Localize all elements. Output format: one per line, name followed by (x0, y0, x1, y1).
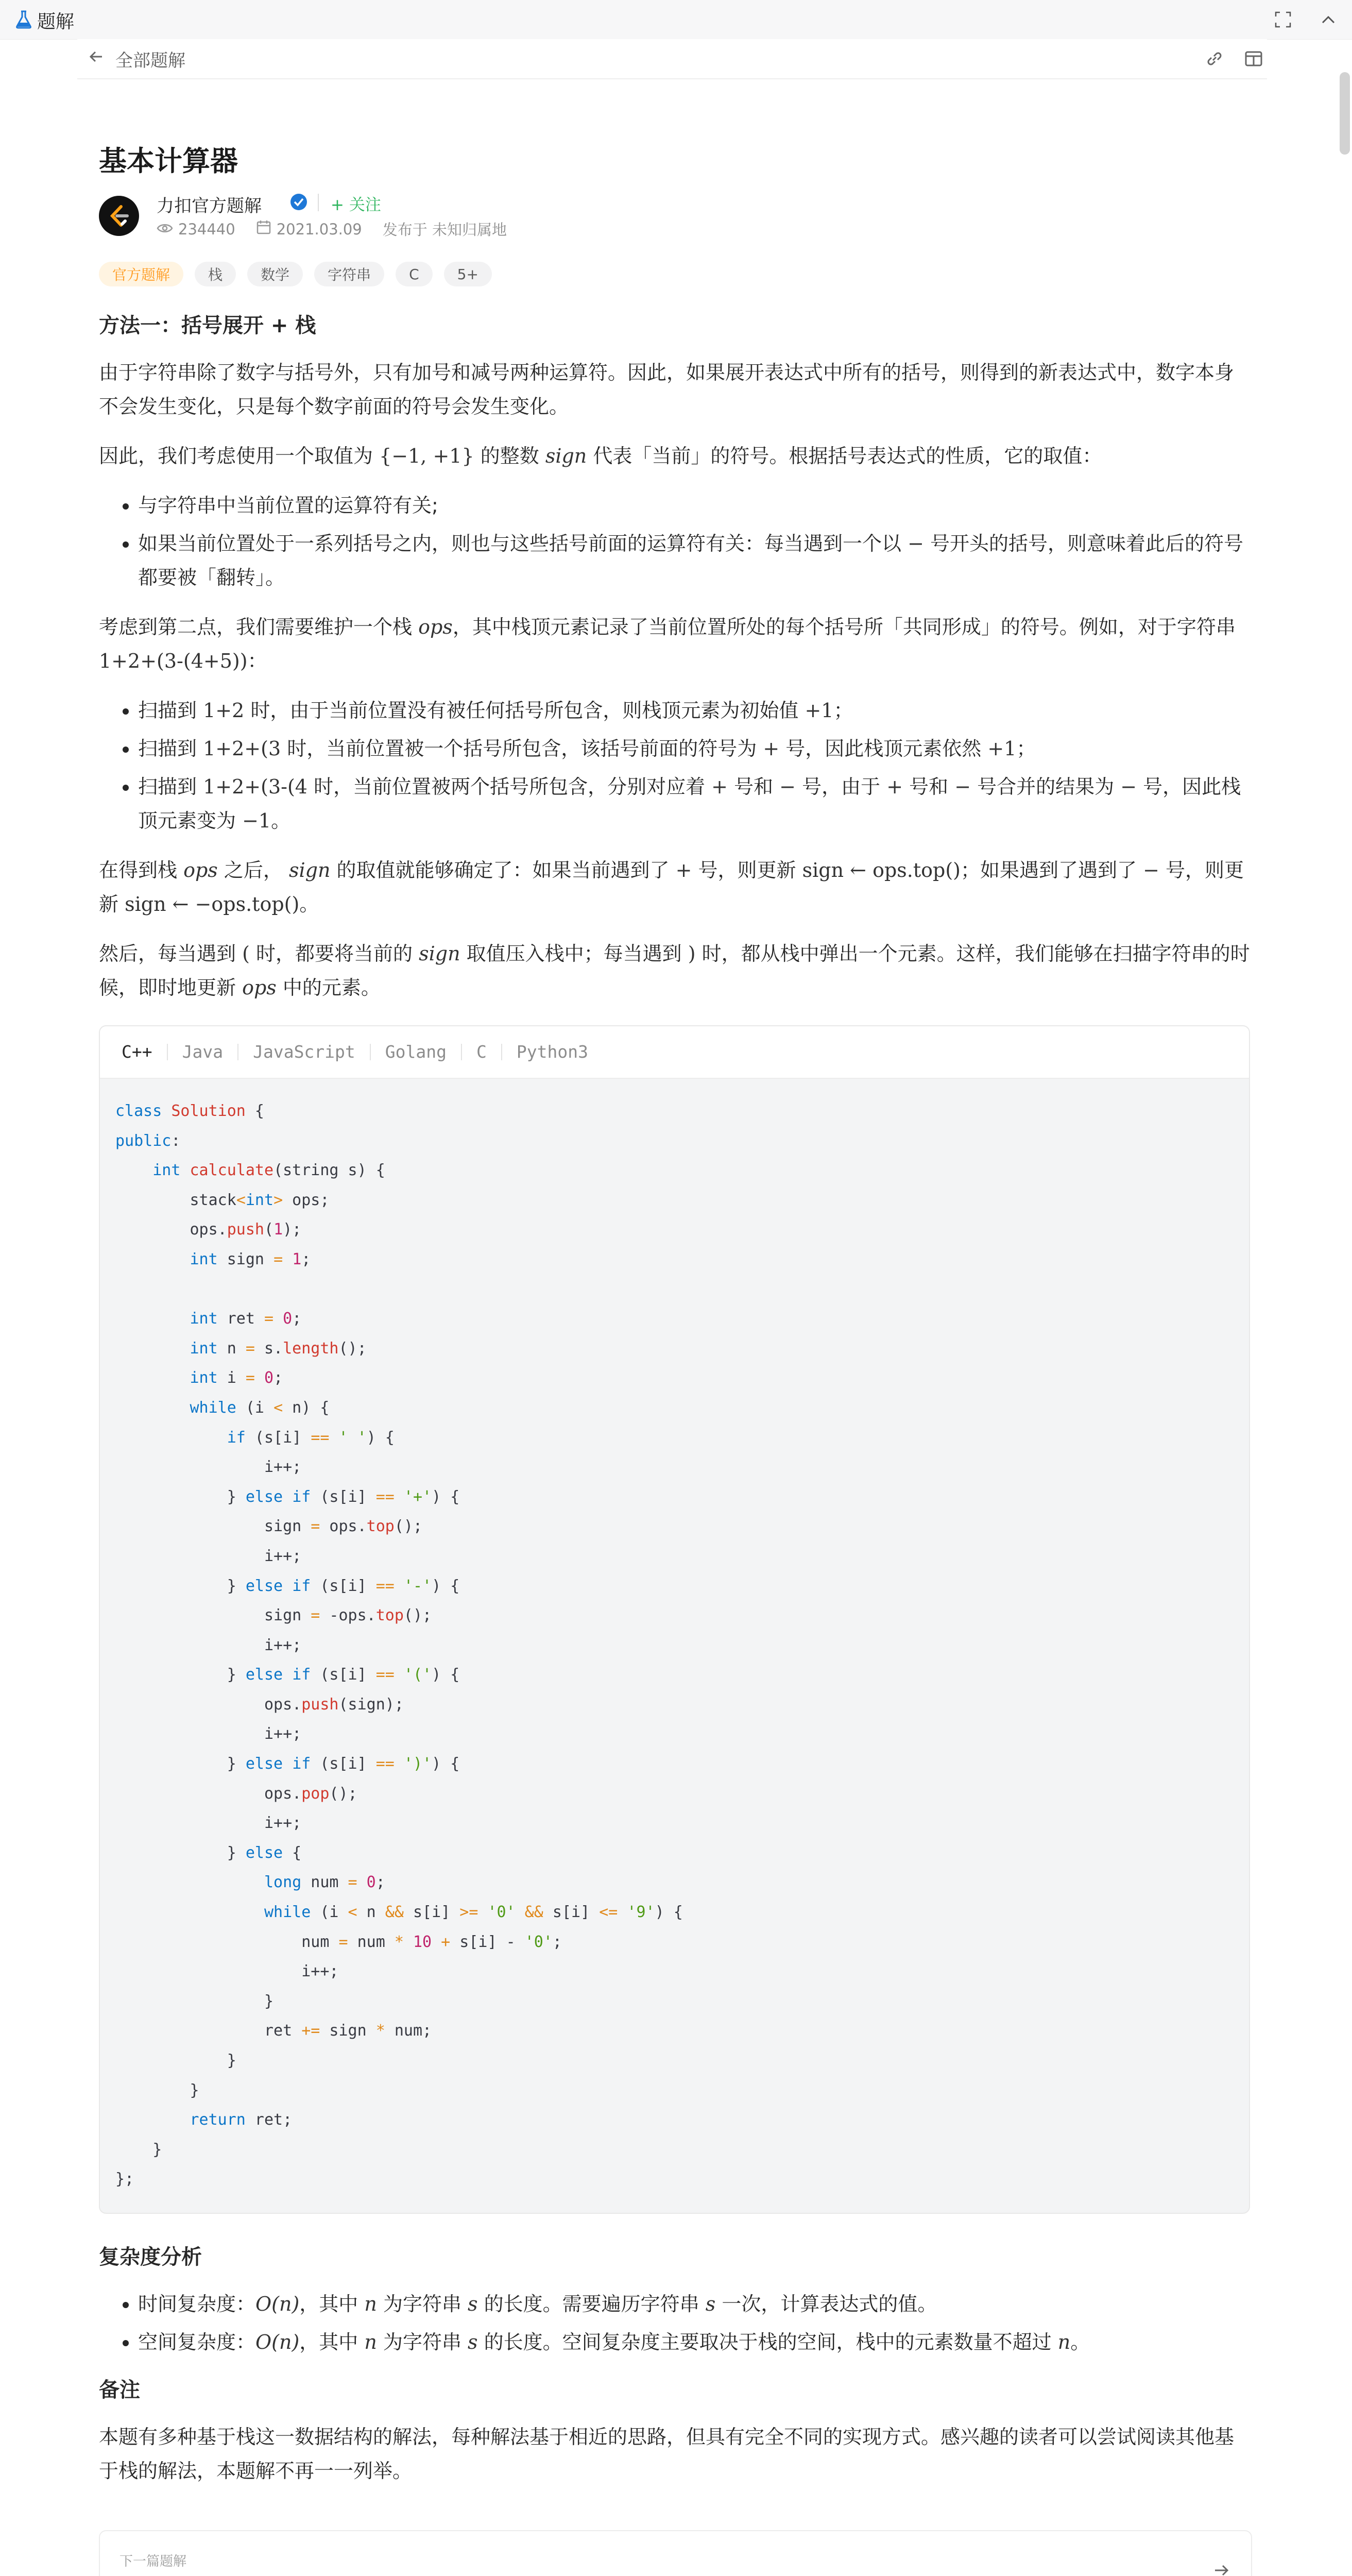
tab-cpp[interactable]: C++ (122, 1042, 152, 1062)
tag-more[interactable]: 5+ (444, 262, 492, 286)
list-item: • 与字符串中当前位置的运算符有关; (138, 488, 1250, 522)
list-item: • 扫描到 1+2 时，由于当前位置没有被任何括号所包含，则栈顶元素为初始值 +1； (138, 693, 1250, 727)
complexity-list (99, 2287, 1250, 2359)
notes-heading: 备注 (99, 2378, 140, 2402)
tab-golang[interactable]: Golang (385, 1042, 447, 1062)
tab-python3[interactable]: Python3 (516, 1042, 588, 1062)
window-titlebar (0, 0, 1352, 40)
method-heading: 方法一：括号展开 + 栈 (99, 314, 316, 337)
list-item: • 如果当前位置处于一系列括号之内，则也与这些括号前面的运算符有关：每当遇到一个以 − 号开头的括号，则意味着此后的符号都要被「翻转」。 (138, 527, 1250, 595)
paragraph-2: 因此，我们考虑使用一个取值为 {−1, +1} 的整数 sign 代表「当前」的符号。根据括号表达式的性质，它的取值： (99, 445, 1102, 467)
author-meta (157, 218, 507, 240)
tag-stack[interactable]: 栈 (195, 262, 236, 286)
split-view-icon[interactable] (1240, 45, 1267, 72)
author-name[interactable]: 力扣官方题解 (157, 196, 262, 216)
paragraph-3: 考虑到第二点，我们需要维护一个栈 ops，其中栈顶元素记录了当前位置所处的每个括号所「共同形成」的符号。例如，对于字符串 1+2+(3-(4+5))： (99, 616, 1236, 672)
collapse-icon[interactable] (1315, 6, 1342, 33)
notes-text: 本题有多种基于栈这一数据结构的解法，每种解法基于相近的思路，但具有完全不同的实现方式。感兴趣的读者可以尝试阅读其他基于栈的解法，本题解不再一一列举。 (99, 2425, 1235, 2482)
tag-string[interactable]: 字符串 (314, 262, 384, 286)
view-count: 234440 (178, 220, 235, 238)
eye-icon (157, 221, 173, 238)
scan-example-list (99, 693, 1250, 838)
leetcode-logo-icon[interactable] (99, 196, 139, 236)
verified-icon (289, 193, 308, 213)
back-to-all-solutions[interactable] (88, 46, 185, 72)
window-title-group (15, 7, 74, 33)
article-body (99, 310, 1250, 2503)
next-solution-label: 下一篇题解 (119, 2554, 187, 2569)
tab-c[interactable]: C (476, 1042, 487, 1062)
back-arrow-icon (88, 48, 105, 70)
code-language-tabs (100, 1026, 1249, 1079)
solution-panel (77, 39, 1267, 2568)
list-item: • 空间复杂度：O(n)，其中 n 为字符串 s 的长度。空间复杂度主要取决于栈的空间，栈中的元素数量不超过 n。 (138, 2325, 1250, 2359)
next-solution-card[interactable] (99, 2530, 1252, 2576)
paragraph-4: 在得到栈 ops 之后， sign 的取值就能够确定了：如果当前遇到了 + 号，则更新 sign ← ops.top()；如果遇到了遇到了 − 号，则更新 sign ← −ops.top()。 (99, 859, 1244, 916)
arrow-right-icon[interactable] (1211, 2560, 1231, 2576)
tag-list (99, 262, 492, 286)
divider (318, 194, 319, 211)
publish-location: 发布于 未知归属地 (382, 221, 507, 239)
back-label: 全部题解 (115, 50, 185, 71)
flask-icon (15, 10, 32, 31)
page-title: 基本计算器 (99, 145, 238, 177)
sign-rule-list (99, 488, 1250, 595)
calendar-icon (256, 219, 271, 239)
code-block (99, 1025, 1250, 2214)
solution-navbar (77, 39, 1267, 79)
paragraph-5: 然后，每当遇到 ( 时，都要将当前的 sign 取值压入栈中；每当遇到 ) 时，都从栈中弹出一个元素。这样，我们能够在扫描字符串的时候，即时地更新 ops 中的元素。 (99, 942, 1250, 999)
tab-java[interactable]: Java (182, 1042, 224, 1062)
link-icon[interactable] (1201, 45, 1228, 72)
complexity-heading: 复杂度分析 (99, 2245, 202, 2269)
list-item: • 扫描到 1+2+(3 时，当前位置被一个括号所包含，该括号前面的符号为 + 号，因此栈顶元素依然 +1； (138, 732, 1250, 766)
list-item: • 扫描到 1+2+(3-(4 时，当前位置被两个括号所包含，分别对应着 + 号和 − 号，由于 + 号和 − 号合并的结果为 − 号，因此栈顶元素变为 −1。 (138, 770, 1250, 838)
code-content[interactable]: class Solution { public: int calculate(string s) { stack<int> ops; ops.push(1); int sign = 1; int ret = 0; int n = s.length(); int i = 0; while (i < n) { if (s[i] == ' ') { i++; } else if (s[i] == '+') { sign = ops.top(); i++; } else if (s[i] == '-') { sign = -ops.top(); i++; } else if (s[i] == '(') { ops.push(sign); i++; } else if (s[i] == ')') { ops.pop(); i++; } else { long num = 0; while (i < n && s[i] >= '0' && s[i] <= '9') { num = num * 10 + s[i] - '0'; i++; } ret += sign * num; } } return ret; } }; (115, 1102, 683, 2189)
paragraph-1: 由于字符串除了数字与括号外，只有加号和减号两种运算符。因此，如果展开表达式中所有的括号，则得到的新表达式中，数字本身不会发生变化，只是每个数字前面的符号会发生变化。 (99, 361, 1235, 418)
publish-date: 2021.03.09 (276, 220, 362, 238)
window-title: 题解 (37, 11, 75, 32)
tag-official[interactable]: 官方题解 (99, 262, 183, 286)
list-item: • 时间复杂度：O(n)，其中 n 为字符串 s 的长度。需要遍历字符串 s 一次，计算表达式的值。 (138, 2287, 1250, 2321)
next-solution-title[interactable] (119, 2574, 509, 2576)
tag-math[interactable]: 数学 (247, 262, 303, 286)
tab-javascript[interactable]: JavaScript (253, 1042, 355, 1062)
follow-button[interactable]: + 关注 (331, 196, 381, 214)
fullscreen-icon[interactable] (1270, 6, 1296, 33)
tag-c[interactable]: C (396, 262, 433, 286)
scrollbar-thumb[interactable] (1340, 72, 1350, 155)
